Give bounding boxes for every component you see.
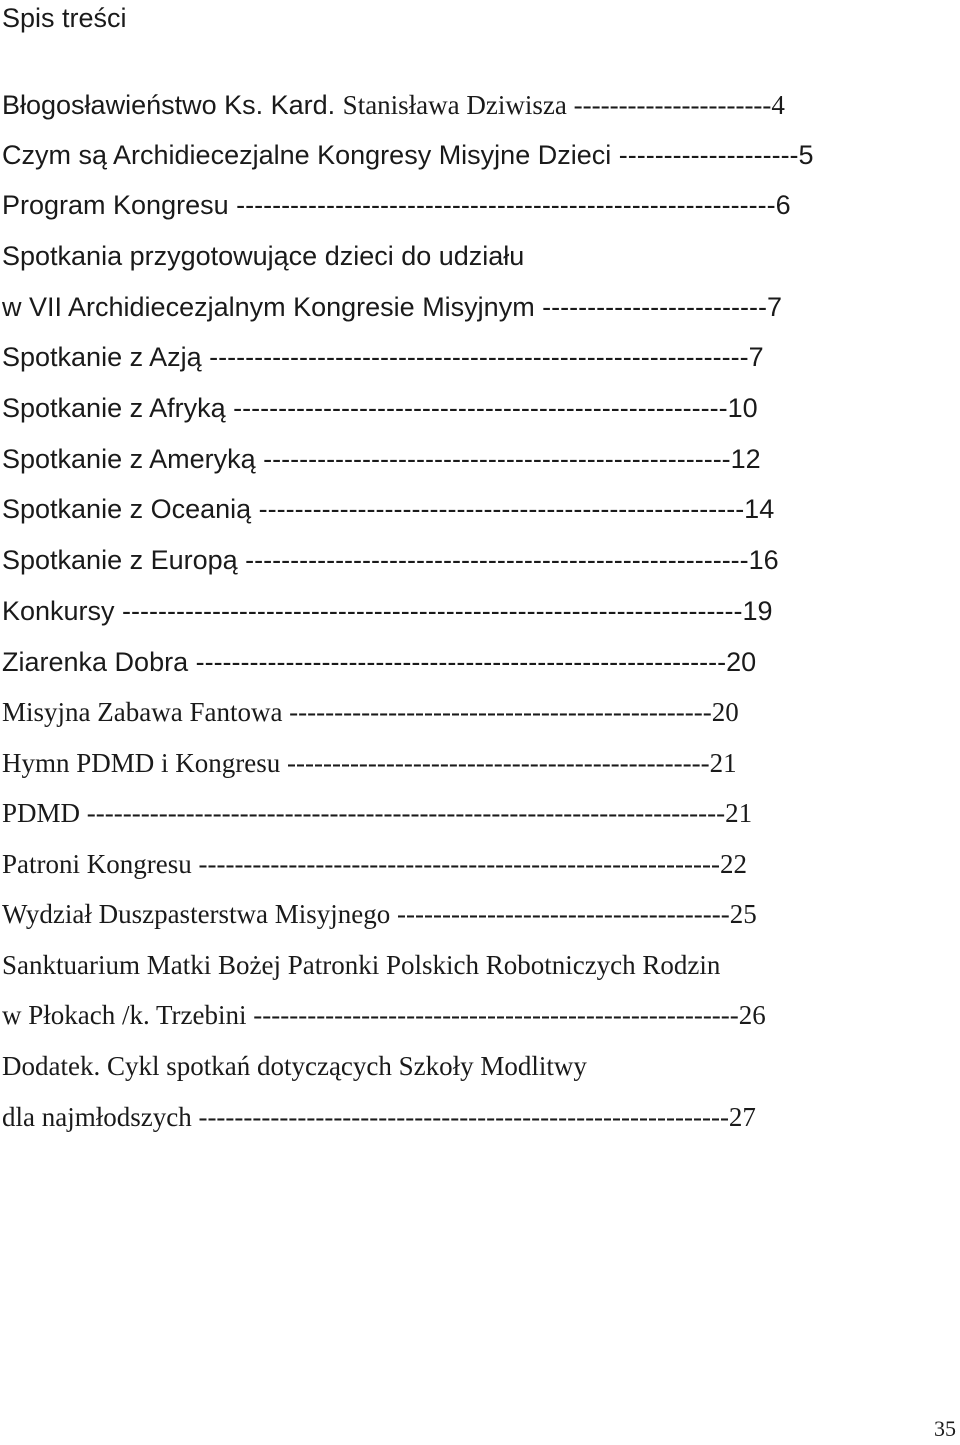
page-number: 35 bbox=[934, 1416, 956, 1441]
toc-entry: Spotkanie z Azją ------------------------------------------------------------7 bbox=[2, 342, 764, 372]
page-title: Spis treści bbox=[2, 3, 127, 33]
toc-entry: Patroni Kongresu ----------------------------------------------------------22 bbox=[2, 849, 747, 879]
toc-entry: Konkursy ---------------------------------------------------------------------19 bbox=[2, 596, 773, 626]
toc-entry: Spotkanie z Europą --------------------------------------------------------16 bbox=[2, 545, 779, 575]
toc-entry: Spotkanie z Afryką -------------------------------------------------------10 bbox=[2, 393, 758, 423]
toc-entry: Sanktuarium Matki Bożej Patronki Polskich Robotniczych Rodzin bbox=[2, 950, 721, 980]
toc-entry: w VII Archidiecezjalnym Kongresie Misyjnym -------------------------7 bbox=[2, 292, 782, 322]
toc-entry-blessing bbox=[2, 80, 785, 130]
toc-entry: w Płokach /k. Trzebini ------------------------------------------------------26 bbox=[2, 1000, 766, 1030]
toc-entry: Ziarenka Dobra -----------------------------------------------------------20 bbox=[2, 647, 757, 677]
toc-entry: dla najmłodszych -----------------------------------------------------------27 bbox=[2, 1102, 756, 1132]
toc-entry-text-serif: Stanisława Dziwisza ----------------------4 bbox=[342, 90, 785, 120]
toc-entry: Misyjna Zabawa Fantowa -----------------------------------------------20 bbox=[2, 697, 739, 727]
toc-entry: Czym są Archidiecezjalne Kongresy Misyjne Dzieci --------------------5 bbox=[2, 140, 814, 170]
toc-entry: Spotkanie z Oceanią ------------------------------------------------------14 bbox=[2, 494, 775, 524]
toc-entry: Wydział Duszpasterstwa Misyjnego -------------------------------------25 bbox=[2, 899, 757, 929]
toc-entry: Spotkania przygotowujące dzieci do udziału bbox=[2, 241, 525, 271]
toc-entry: Hymn PDMD i Kongresu -----------------------------------------------21 bbox=[2, 748, 737, 778]
toc-entry-text-sans: Błogosławieństwo Ks. Kard. bbox=[2, 90, 343, 120]
toc-entry: Dodatek. Cykl spotkań dotyczących Szkoły Modlitwy bbox=[2, 1051, 587, 1081]
toc-entry: Spotkanie z Ameryką ----------------------------------------------------12 bbox=[2, 444, 761, 474]
toc-entry: Program Kongresu ------------------------------------------------------------6 bbox=[2, 190, 791, 220]
toc-entry: PDMD -----------------------------------------------------------------------21 bbox=[2, 798, 753, 828]
